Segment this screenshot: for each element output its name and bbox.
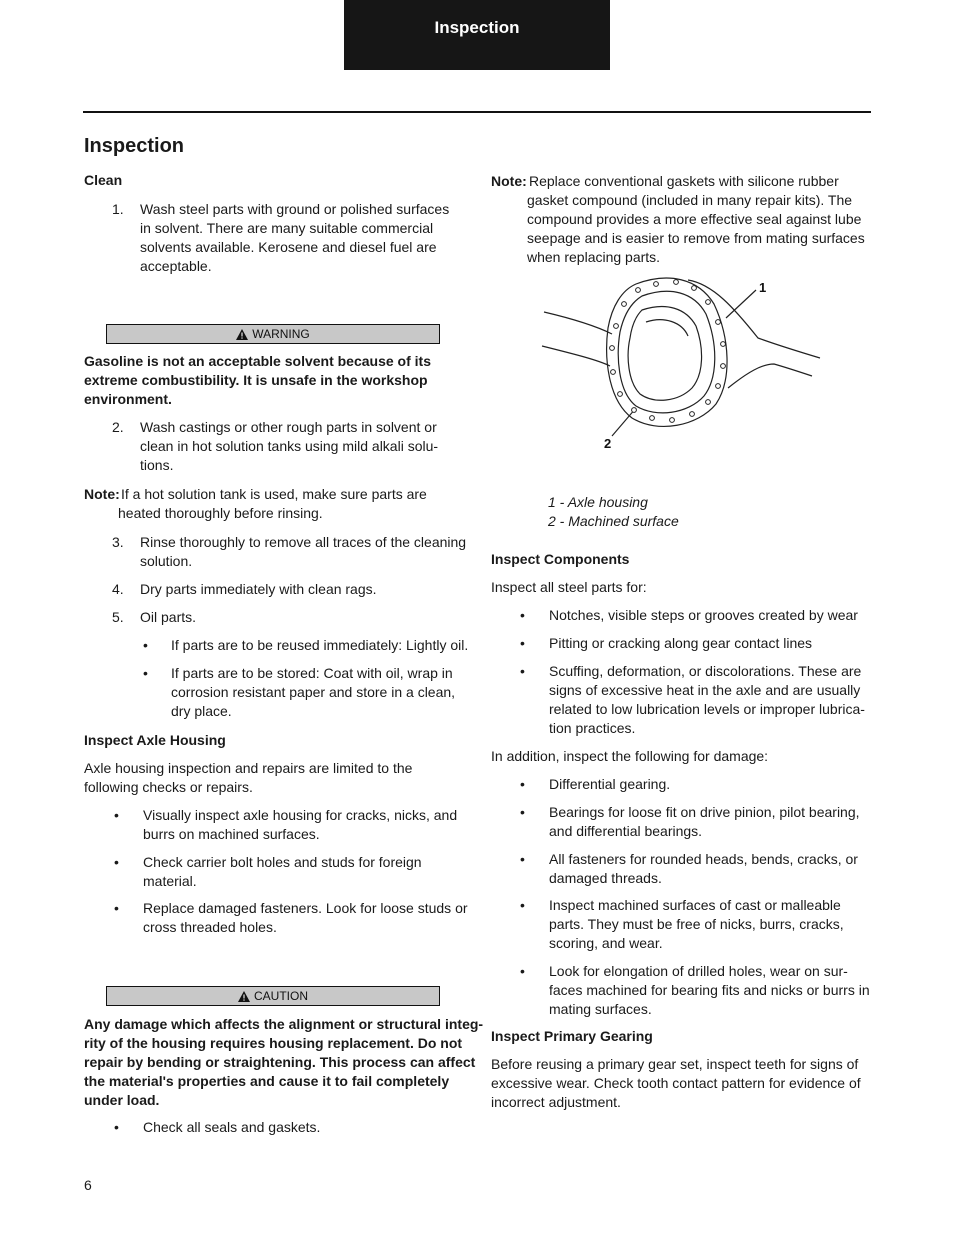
caution-text <box>84 1015 483 1110</box>
primary-gearing-text <box>491 1055 861 1112</box>
figure-caption <box>548 493 679 531</box>
step-2-text <box>140 418 438 475</box>
step-5-text: Oil parts. <box>140 609 197 625</box>
note-2-rest <box>527 191 865 267</box>
right-tube-bottom-line <box>728 364 812 388</box>
text-line: Before reusing a primary gear set, inspect teeth for signs of <box>491 1056 859 1072</box>
text-line: solvents available. Kerosene and diesel fuel are <box>140 239 437 255</box>
left-tube-bottom-line <box>542 346 610 366</box>
damage-intro: In addition, inspect the following for damage: <box>491 748 769 764</box>
step-5-number: 5. <box>112 609 124 625</box>
bullet-marker: • <box>143 637 148 653</box>
text-line: seepage and is easier to remove from mating surfaces <box>527 230 865 246</box>
text-line: parts. They must be free of nicks, burrs, cracks, <box>549 916 844 932</box>
warning-text <box>84 352 431 409</box>
bullet-marker: • <box>143 665 148 681</box>
seals-bullet: Check all seals and gaskets. <box>143 1119 321 1135</box>
axle-heading: Inspect Axle Housing <box>84 732 226 748</box>
text-line: the material's properties and cause it to fail completely <box>84 1073 450 1089</box>
text-line: repair by bending or straightening. This process can affect <box>84 1054 476 1070</box>
caption-line: 1 - Axle housing <box>548 494 648 510</box>
step-4-number: 4. <box>112 581 124 597</box>
step-4-text: Dry parts immediately with clean rags. <box>140 581 377 597</box>
axle-housing-diagram <box>538 268 828 468</box>
damage-bullet-5 <box>549 962 870 1019</box>
header-section-tab <box>344 0 610 70</box>
axle-bullet-1 <box>143 806 457 844</box>
text-line: clean in hot solution tanks using mild alkali solu- <box>140 438 439 454</box>
oil-bullet-2 <box>171 664 455 721</box>
text-line: gasket compound (included in many repair kits). The <box>527 192 853 208</box>
warning-banner <box>106 324 440 344</box>
note-1-label: Note: <box>84 486 120 502</box>
bullet-marker: • <box>114 900 119 916</box>
warning-triangle-icon <box>236 329 248 340</box>
step-3-text <box>140 533 466 571</box>
damage-bullet-3 <box>549 850 858 888</box>
text-line: Visually inspect axle housing for cracks, nicks, and <box>143 807 458 823</box>
text-line: related to low lubrication levels or improper lubrica- <box>549 701 865 717</box>
components-bullet-1: Notches, visible steps or grooves created by wear <box>549 607 858 623</box>
text-line: Wash castings or other rough parts in solvent or <box>140 419 437 435</box>
text-line: Bearings for loose fit on drive pinion, pilot bearing, <box>549 804 860 820</box>
header-tab-label: Inspection <box>434 17 520 37</box>
text-line: Wash steel parts with ground or polished surfaces <box>140 201 450 217</box>
bullet-marker: • <box>520 776 525 792</box>
axle-bullet-2 <box>143 853 422 891</box>
text-line: Axle housing inspection and repairs are limited to the <box>84 760 413 776</box>
text-line: and differential bearings. <box>549 823 703 839</box>
axle-intro <box>84 759 412 797</box>
text-line: environment. <box>84 391 172 407</box>
oil-bullet-1: If parts are to be reused immediately: Lightly oil. <box>171 637 469 653</box>
text-line: material. <box>143 873 197 889</box>
text-line: compound provides a more effective seal against lube <box>527 211 862 227</box>
bullet-marker: • <box>114 1119 119 1135</box>
leader-line-1 <box>726 290 756 318</box>
components-heading: Inspect Components <box>491 551 630 567</box>
note-2-line-1: Replace conventional gaskets with silicone rubber <box>529 173 839 189</box>
text-line: excessive wear. Check tooth contact pattern for evidence of <box>491 1075 861 1091</box>
primary-gearing-heading: Inspect Primary Gearing <box>491 1028 653 1044</box>
text-line: If parts are to be stored: Coat with oil, wrap in <box>171 665 453 681</box>
step-3-number: 3. <box>112 534 124 550</box>
text-line: Inspect machined surfaces of cast or malleable <box>549 897 841 913</box>
text-line: All fasteners for rounded heads, bends, cracks, or <box>549 851 858 867</box>
damage-bullet-1: Differential gearing. <box>549 776 671 792</box>
bullet-marker: • <box>520 851 525 867</box>
bullet-marker: • <box>520 607 525 623</box>
text-line: extreme combustibility. It is unsafe in the workshop <box>84 372 428 388</box>
text-line: tions. <box>140 457 174 473</box>
text-line: acceptable. <box>140 258 212 274</box>
text-line: cross threaded holes. <box>143 919 277 935</box>
callout-2: 2 <box>604 436 612 451</box>
bullet-marker: • <box>520 963 525 979</box>
text-line: rity of the housing requires housing replacement. Do not <box>84 1035 463 1051</box>
bullet-marker: • <box>520 663 525 679</box>
text-line: scoring, and wear. <box>549 935 663 951</box>
text-line: mating surfaces. <box>549 1001 652 1017</box>
machined-surface-opening <box>628 307 701 401</box>
bullet-marker: • <box>114 807 119 823</box>
bullet-marker: • <box>114 854 119 870</box>
clean-heading: Clean <box>84 172 123 188</box>
text-line: signs of excessive heat in the axle and are usually <box>549 682 861 698</box>
warning-label: WARNING <box>252 327 310 341</box>
text-line: Look for elongation of drilled holes, wear on sur- <box>549 963 848 979</box>
text-line: Any damage which affects the alignment or structural integ- <box>84 1016 484 1032</box>
text-line: Scuffing, deformation, or discolorations. These are <box>549 663 862 679</box>
bullet-marker: • <box>520 635 525 651</box>
step-1-text <box>140 200 449 276</box>
components-intro: Inspect all steel parts for: <box>491 579 647 595</box>
text-line: following checks or repairs. <box>84 779 253 795</box>
header-rule <box>83 111 871 113</box>
text-line: when replacing parts. <box>527 249 661 265</box>
text-line: incorrect adjustment. <box>491 1094 621 1110</box>
text-line: Gasoline is not an acceptable solvent because of its <box>84 353 431 369</box>
note-1-line-2: heated thoroughly before rinsing. <box>118 505 323 521</box>
page-number: 6 <box>84 1177 92 1193</box>
text-line: Rinse thoroughly to remove all traces of the cleaning <box>140 534 467 550</box>
caution-triangle-icon <box>238 991 250 1002</box>
step-1-number: 1. <box>112 201 124 217</box>
bullet-marker: • <box>520 804 525 820</box>
text-line: Replace damaged fasteners. Look for loose studs or <box>143 900 468 916</box>
note-2-label: Note: <box>491 173 527 189</box>
axle-bullet-3 <box>143 899 468 937</box>
page-title: Inspection <box>84 135 185 157</box>
text-line: solution. <box>140 553 193 569</box>
caption-line: 2 - Machined surface <box>548 513 679 529</box>
caution-label: CAUTION <box>254 989 308 1003</box>
text-line: Check carrier bolt holes and studs for foreign <box>143 854 422 870</box>
text-line: faces machined for bearing fits and nicks or burrs in <box>549 982 870 998</box>
damage-bullet-2 <box>549 803 860 841</box>
caution-banner <box>106 986 440 1006</box>
text-line: under load. <box>84 1092 160 1108</box>
note-1-line-1: If a hot solution tank is used, make sure parts are <box>121 486 427 502</box>
housing-flange-inner <box>618 291 714 413</box>
left-tube-top-line <box>544 312 612 334</box>
damage-bullet-4 <box>549 896 844 953</box>
callout-1: 1 <box>759 280 767 295</box>
components-bullet-3 <box>549 662 865 738</box>
text-line: tion practices. <box>549 720 636 736</box>
step-2-number: 2. <box>112 419 124 435</box>
bullet-marker: • <box>520 897 525 913</box>
components-bullet-2: Pitting or cracking along gear contact lines <box>549 635 813 651</box>
text-line: in solvent. There are many suitable commercial <box>140 220 434 236</box>
text-line: burrs on machined surfaces. <box>143 826 320 842</box>
text-line: corrosion resistant paper and store in a clean, <box>171 684 456 700</box>
inner-contour-line <box>646 320 688 336</box>
text-line: dry place. <box>171 703 232 719</box>
text-line: damaged threads. <box>549 870 662 886</box>
